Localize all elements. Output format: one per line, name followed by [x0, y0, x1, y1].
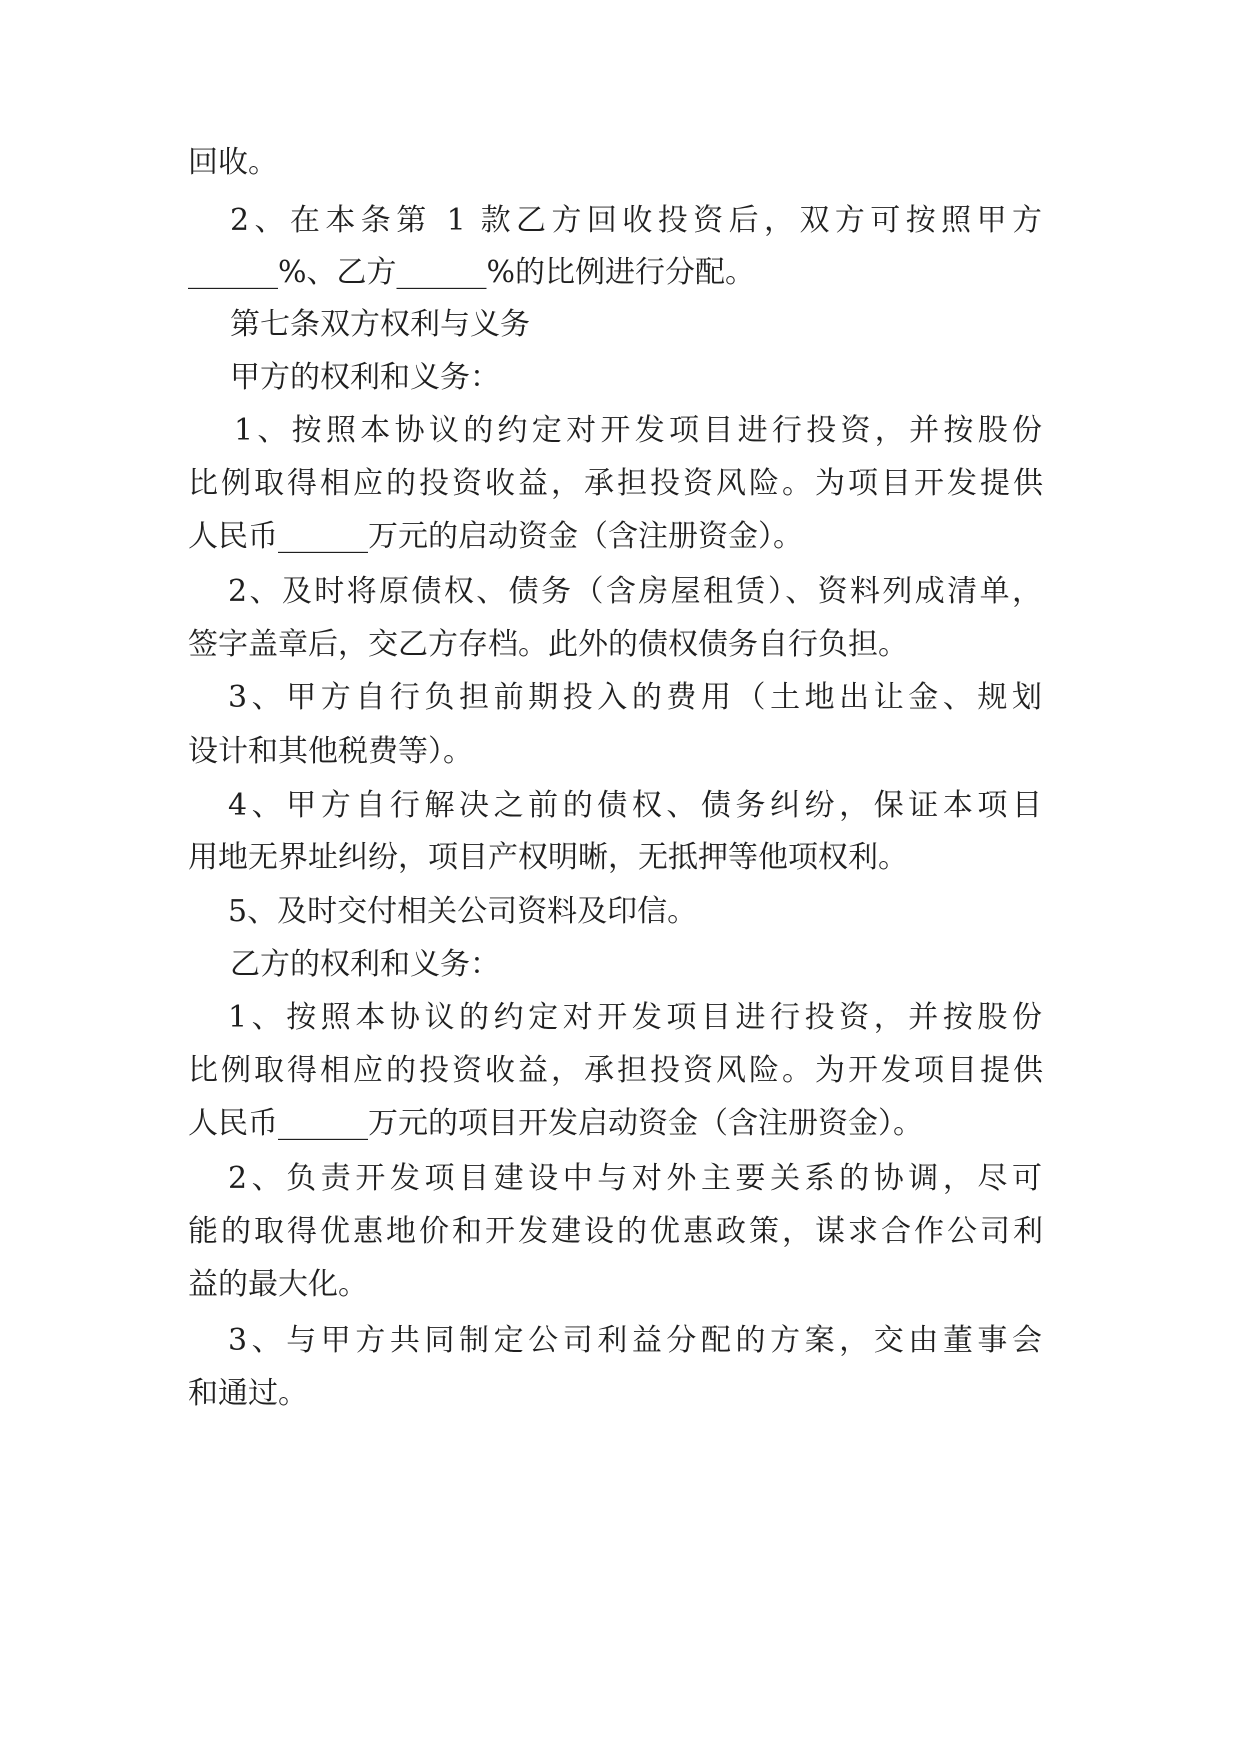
text-line: 5、及时交付相关公司资料及印信。 — [228, 894, 698, 929]
subsection-heading: 乙方的权利和义务： — [230, 947, 500, 982]
text-line: 和通过。 — [188, 1376, 308, 1411]
text-line: 人民币______万元的项目开发启动资金（含注册资金）。 — [188, 1106, 923, 1141]
subsection-heading: 甲方的权利和义务： — [230, 360, 500, 395]
text-line: 设计和其他税费等）。 — [188, 734, 473, 769]
text-line: 2、负责开发项目建设中与对外主要关系的协调，尽可 — [228, 1161, 1042, 1196]
text-line: 1、按照本协议的约定对开发项目进行投资，并按股份 — [234, 413, 1042, 448]
text-line: 益的最大化。 — [188, 1267, 368, 1302]
text-line: 能的取得优惠地价和开发建设的优惠政策，谋求合作公司利 — [188, 1214, 1043, 1249]
text-line: 1、按照本协议的约定对开发项目进行投资，并按股份 — [228, 1000, 1042, 1035]
text-line: 4、甲方自行解决之前的债权、债务纠纷，保证本项目 — [228, 788, 1042, 823]
text-line: 用地无界址纠纷，项目产权明晰，无抵押等他项权利。 — [188, 840, 908, 875]
text-line: 回收。 — [188, 145, 278, 180]
text-line: 人民币______万元的启动资金（含注册资金）。 — [188, 519, 803, 554]
text-line: 比例取得相应的投资收益，承担投资风险。为开发项目提供 — [188, 1053, 1043, 1088]
text-line: 2、在本条第 1 款乙方回收投资后，双方可按照甲方 — [230, 203, 1042, 238]
text-line: 3、与甲方共同制定公司利益分配的方案，交由董事会 — [228, 1323, 1042, 1358]
text-line: 3、甲方自行负担前期投入的费用（土地出让金、规划 — [228, 680, 1042, 715]
text-line: ______%、乙方______%的比例进行分配。 — [188, 255, 756, 290]
text-line: 签字盖章后，交乙方存档。此外的债权债务自行负担。 — [188, 627, 908, 662]
text-line: 2、及时将原债权、债务（含房屋租赁）、资料列成清单， — [228, 574, 1042, 609]
section-heading: 第七条双方权利与义务 — [230, 307, 530, 342]
text-line: 比例取得相应的投资收益，承担投资风险。为项目开发提供 — [188, 466, 1043, 501]
